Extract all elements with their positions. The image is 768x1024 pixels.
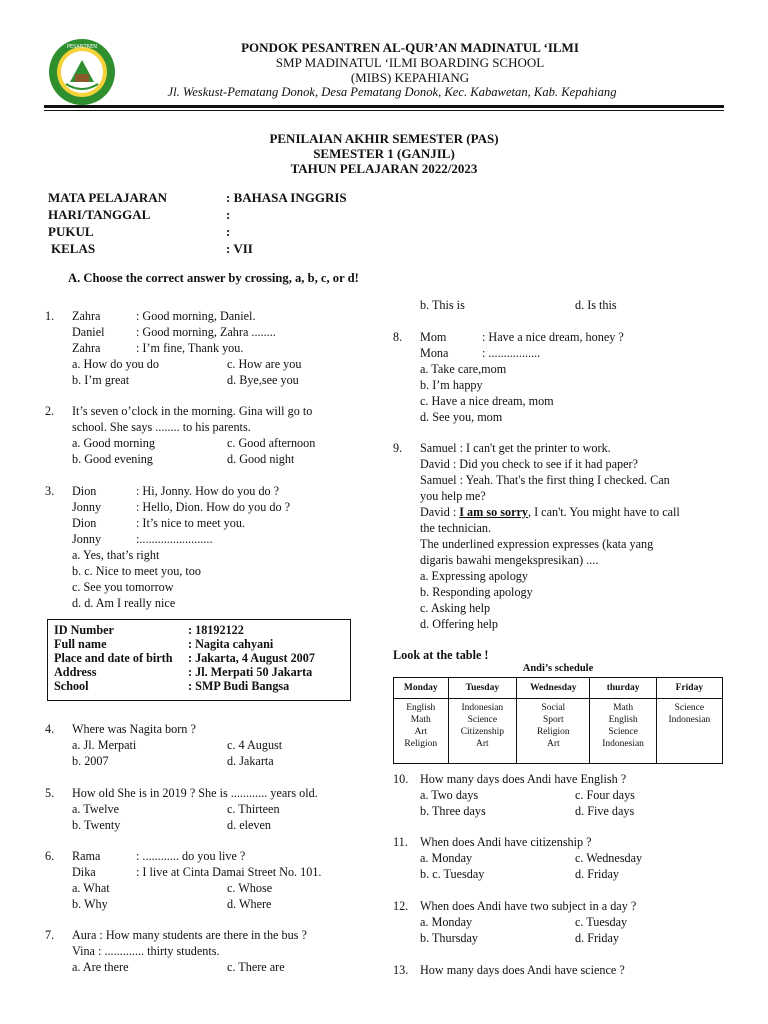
q2-option-c[interactable]: c. Good afternoon: [227, 436, 316, 450]
schedule-header-friday: Friday: [656, 678, 722, 699]
q9-line-3: Samuel : Yeah. That's the first thing I checked. Can: [420, 473, 670, 487]
q5-option-b[interactable]: b. Twenty: [72, 818, 121, 832]
q9-line-5-speaker: David :: [420, 505, 457, 519]
schedule-header-wednesday: Wednesday: [517, 678, 590, 699]
q9-option-b[interactable]: b. Responding apology: [420, 585, 533, 599]
q11-option-b[interactable]: b. c. Tuesday: [420, 867, 485, 881]
exam-title-2: SEMESTER 1 (GANJIL): [313, 146, 455, 161]
q1-option-d[interactable]: d. Bye,see you: [227, 373, 299, 387]
q11-option-c[interactable]: c. Wednesday: [575, 851, 643, 865]
id-label-number: ID Number: [54, 623, 114, 637]
q10-option-d[interactable]: d. Five days: [575, 804, 635, 818]
q11-number: 11.: [393, 835, 408, 849]
q10-option-c[interactable]: c. Four days: [575, 788, 635, 802]
q4-option-a[interactable]: a. Jl. Merpati: [72, 738, 137, 752]
q6-number: 6.: [45, 849, 55, 863]
schedule-cell-tuesday: Indonesian Science Citizenship Art: [448, 699, 517, 764]
q6-line-2: : I live at Cinta Damai Street No. 101.: [136, 865, 322, 879]
q9-line-8: digaris bawahi mengekspresikan) ....: [420, 553, 599, 567]
q9-line-6: the technician.: [420, 521, 492, 535]
q11-option-d[interactable]: d. Friday: [575, 867, 620, 881]
schedule-header-tuesday: Tuesday: [448, 678, 517, 699]
q11-option-a[interactable]: a. Monday: [420, 851, 473, 865]
q3-speaker-1: Dion: [72, 484, 97, 498]
header-rule-thin: [44, 110, 724, 111]
q8-line-2: : .................: [482, 346, 541, 360]
q10-option-b[interactable]: b. Three days: [420, 804, 486, 818]
q1-option-a[interactable]: a. How do you do: [72, 357, 159, 371]
q9-option-a[interactable]: a. Expressing apology: [420, 569, 528, 583]
q8-number: 8.: [393, 330, 403, 344]
q13-text: How many days does Andi have science ?: [420, 963, 625, 977]
q9-line-1: Samuel : I can't get the printer to work.: [420, 441, 611, 455]
schedule-cell-wednesday: Social Sport Religion Art: [517, 699, 590, 764]
q3-speaker-2: Jonny: [72, 500, 102, 514]
q9-option-d[interactable]: d. Offering help: [420, 617, 498, 631]
school-name-line1: PONDOK PESANTREN AL-QUR’AN MADINATUL ‘ILMI: [241, 40, 579, 55]
q9-line-4: you help me?: [420, 489, 486, 503]
schedule-table: [393, 677, 723, 764]
q3-option-b[interactable]: b. c. Nice to meet you, too: [72, 564, 201, 578]
class-value: : VII: [226, 241, 253, 256]
schedule-subjects-row: [394, 699, 723, 764]
q3-speaker-3: Dion: [72, 516, 97, 530]
q8-option-a[interactable]: a. Take care,mom: [420, 362, 507, 376]
section-a-instruction: A. Choose the correct answer by crossing, a, b, c, or d!: [68, 271, 359, 285]
schedule-cell-thursday: Math English Science Indonesian: [590, 699, 656, 764]
q6-speaker-2: Dika: [72, 865, 96, 879]
table-intro: Look at the table !: [393, 648, 489, 662]
q2-line-2: school. She says ........ to his parents.: [72, 420, 251, 434]
q4-option-b[interactable]: b. 2007: [72, 754, 109, 768]
q2-option-d[interactable]: d. Good night: [227, 452, 295, 466]
time-label: PUKUL: [48, 224, 94, 239]
q2-line-1: It’s seven o’clock in the morning. Gina will go to: [72, 404, 313, 418]
subject-value: : BAHASA INGGRIS: [226, 190, 347, 205]
q1-speaker-1: Zahra: [72, 309, 101, 323]
q9-number: 9.: [393, 441, 403, 455]
q5-option-d[interactable]: d. eleven: [227, 818, 271, 832]
q12-option-d[interactable]: d. Friday: [575, 931, 620, 945]
q3-line-4: :........................: [136, 532, 213, 546]
q1-number: 1.: [45, 309, 55, 323]
q1-option-b[interactable]: b. I’m great: [72, 373, 130, 387]
id-value-address: : Jl. Merpati 50 Jakarta: [188, 665, 313, 679]
q3-number: 3.: [45, 484, 55, 498]
q12-option-b[interactable]: b. Thursday: [420, 931, 478, 945]
day-label: HARI/TANGGAL: [48, 207, 151, 222]
q7-option-d[interactable]: d. Is this: [575, 298, 617, 312]
schedule-cell-friday: Science Indonesian: [656, 699, 722, 764]
id-value-number: : 18192122: [188, 623, 244, 637]
q8-speaker-1: Mom: [420, 330, 447, 344]
svg-text:PESANTREN: PESANTREN: [66, 44, 98, 50]
q7-option-a[interactable]: a. Are there: [72, 960, 129, 974]
q6-option-a[interactable]: a. What: [72, 881, 110, 895]
id-value-school: : SMP Budi Bangsa: [188, 679, 290, 693]
id-label-birth: Place and date of birth: [54, 651, 173, 665]
q1-speaker-3: Zahra: [72, 341, 101, 355]
q9-line-2: David : Did you check to see if it had paper?: [420, 457, 638, 471]
q9-line-7: The underlined expression expresses (kata yang: [420, 537, 654, 551]
q1-line-1: : Good morning, Daniel.: [136, 309, 256, 323]
q3-option-a[interactable]: a. Yes, that’s right: [72, 548, 160, 562]
id-value-birth: : Jakarta, 4 August 2007: [188, 651, 315, 665]
q12-text: When does Andi have two subject in a day ?: [420, 899, 637, 913]
q1-option-c[interactable]: c. How are you: [227, 357, 302, 371]
schedule-header-monday: Monday: [394, 678, 449, 699]
q6-option-d[interactable]: d. Where: [227, 897, 272, 911]
school-logo: [48, 38, 116, 106]
q4-text: Where was Nagita born ?: [72, 722, 196, 736]
q7-line-2: Vina : ............. thirty students.: [72, 944, 220, 958]
q10-option-a[interactable]: a. Two days: [420, 788, 479, 802]
q7-option-c[interactable]: c. There are: [227, 960, 285, 974]
q3-speaker-4: Jonny: [72, 532, 102, 546]
q9-underlined-expression: I am so sorry: [459, 505, 528, 519]
header-rule-thick: [44, 105, 724, 108]
q1-line-3: : I’m fine, Thank you.: [136, 341, 244, 355]
id-value-name: : Nagita cahyani: [188, 637, 274, 651]
q3-line-3: : It’s nice to meet you.: [136, 516, 245, 530]
q5-option-c[interactable]: c. Thirteen: [227, 802, 280, 816]
q6-speaker-1: Rama: [72, 849, 101, 863]
q2-option-b[interactable]: b. Good evening: [72, 452, 153, 466]
q8-speaker-2: Mona: [420, 346, 449, 360]
q8-option-b[interactable]: b. I’m happy: [420, 378, 483, 392]
q4-option-d[interactable]: d. Jakarta: [227, 754, 274, 768]
q6-option-c[interactable]: c. Whose: [227, 881, 273, 895]
q12-option-c[interactable]: c. Tuesday: [575, 915, 628, 929]
q7-option-b[interactable]: b. This is: [420, 298, 465, 312]
day-value: :: [226, 207, 231, 222]
q3-line-1: : Hi, Jonny. How do you do ?: [136, 484, 280, 498]
q3-option-d[interactable]: d. d. Am I really nice: [72, 596, 176, 610]
id-label-school: School: [54, 679, 89, 693]
q8-option-c[interactable]: c. Have a nice dream, mom: [420, 394, 554, 408]
q6-option-b[interactable]: b. Why: [72, 897, 108, 911]
class-label: KELAS: [51, 241, 96, 256]
q3-option-c[interactable]: c. See you tomorrow: [72, 580, 174, 594]
q5-text: How old She is in 2019 ? She is ............ years old.: [72, 786, 318, 800]
q9-line-5: [420, 504, 680, 520]
q5-number: 5.: [45, 786, 55, 800]
q1-speaker-2: Daniel: [72, 325, 105, 339]
id-label-name: Full name: [54, 637, 107, 651]
q4-option-c[interactable]: c. 4 August: [227, 738, 283, 752]
schedule-header-row: [394, 678, 723, 699]
schedule-header-thursday: thurday: [590, 678, 656, 699]
q9-line-5-rest: , I can't. You might have to call: [527, 505, 680, 519]
school-name-line2: SMP MADINATUL ‘ILMI BOARDING SCHOOL: [275, 55, 545, 70]
schedule-caption: Andi’s schedule: [522, 663, 594, 674]
exam-title-3: TAHUN PELAJARAN 2022/2023: [290, 161, 478, 176]
q10-number: 10.: [393, 772, 409, 786]
q5-option-a[interactable]: a. Twelve: [72, 802, 119, 816]
school-address: Jl. Weskust-Pematang Donok, Desa Pematang Donok, Kec. Kabawetan, Kab. Kepahiang: [167, 85, 617, 99]
schedule-cell-monday: English Math Art Religion: [394, 699, 449, 764]
q2-option-a[interactable]: a. Good morning: [72, 436, 155, 450]
q6-line-1: : ............ do you live ?: [136, 849, 246, 863]
q9-option-c[interactable]: c. Asking help: [420, 601, 491, 615]
q2-number: 2.: [45, 404, 55, 418]
q1-line-2: : Good morning, Zahra ........: [136, 325, 276, 339]
q7-number: 7.: [45, 928, 55, 942]
q10-text: How many days does Andi have English ?: [420, 772, 627, 786]
q8-option-d[interactable]: d. See you, mom: [420, 410, 503, 424]
q11-text: When does Andi have citizenship ?: [420, 835, 592, 849]
id-label-address: Address: [54, 665, 97, 679]
time-value: :: [226, 224, 231, 239]
school-name-line3: (MIBS) KEPAHIANG: [350, 70, 470, 85]
q3-line-2: : Hello, Dion. How do you do ?: [136, 500, 291, 514]
q8-line-1: : Have a nice dream, honey ?: [482, 330, 624, 344]
subject-label: MATA PELAJARAN: [48, 190, 168, 205]
q13-number: 13.: [393, 963, 409, 977]
q12-option-a[interactable]: a. Monday: [420, 915, 473, 929]
q4-number: 4.: [45, 722, 55, 736]
q7-line-1: Aura : How many students are there in the bus ?: [72, 928, 307, 942]
exam-title-1: PENILAIAN AKHIR SEMESTER (PAS): [269, 131, 499, 146]
q12-number: 12.: [393, 899, 409, 913]
